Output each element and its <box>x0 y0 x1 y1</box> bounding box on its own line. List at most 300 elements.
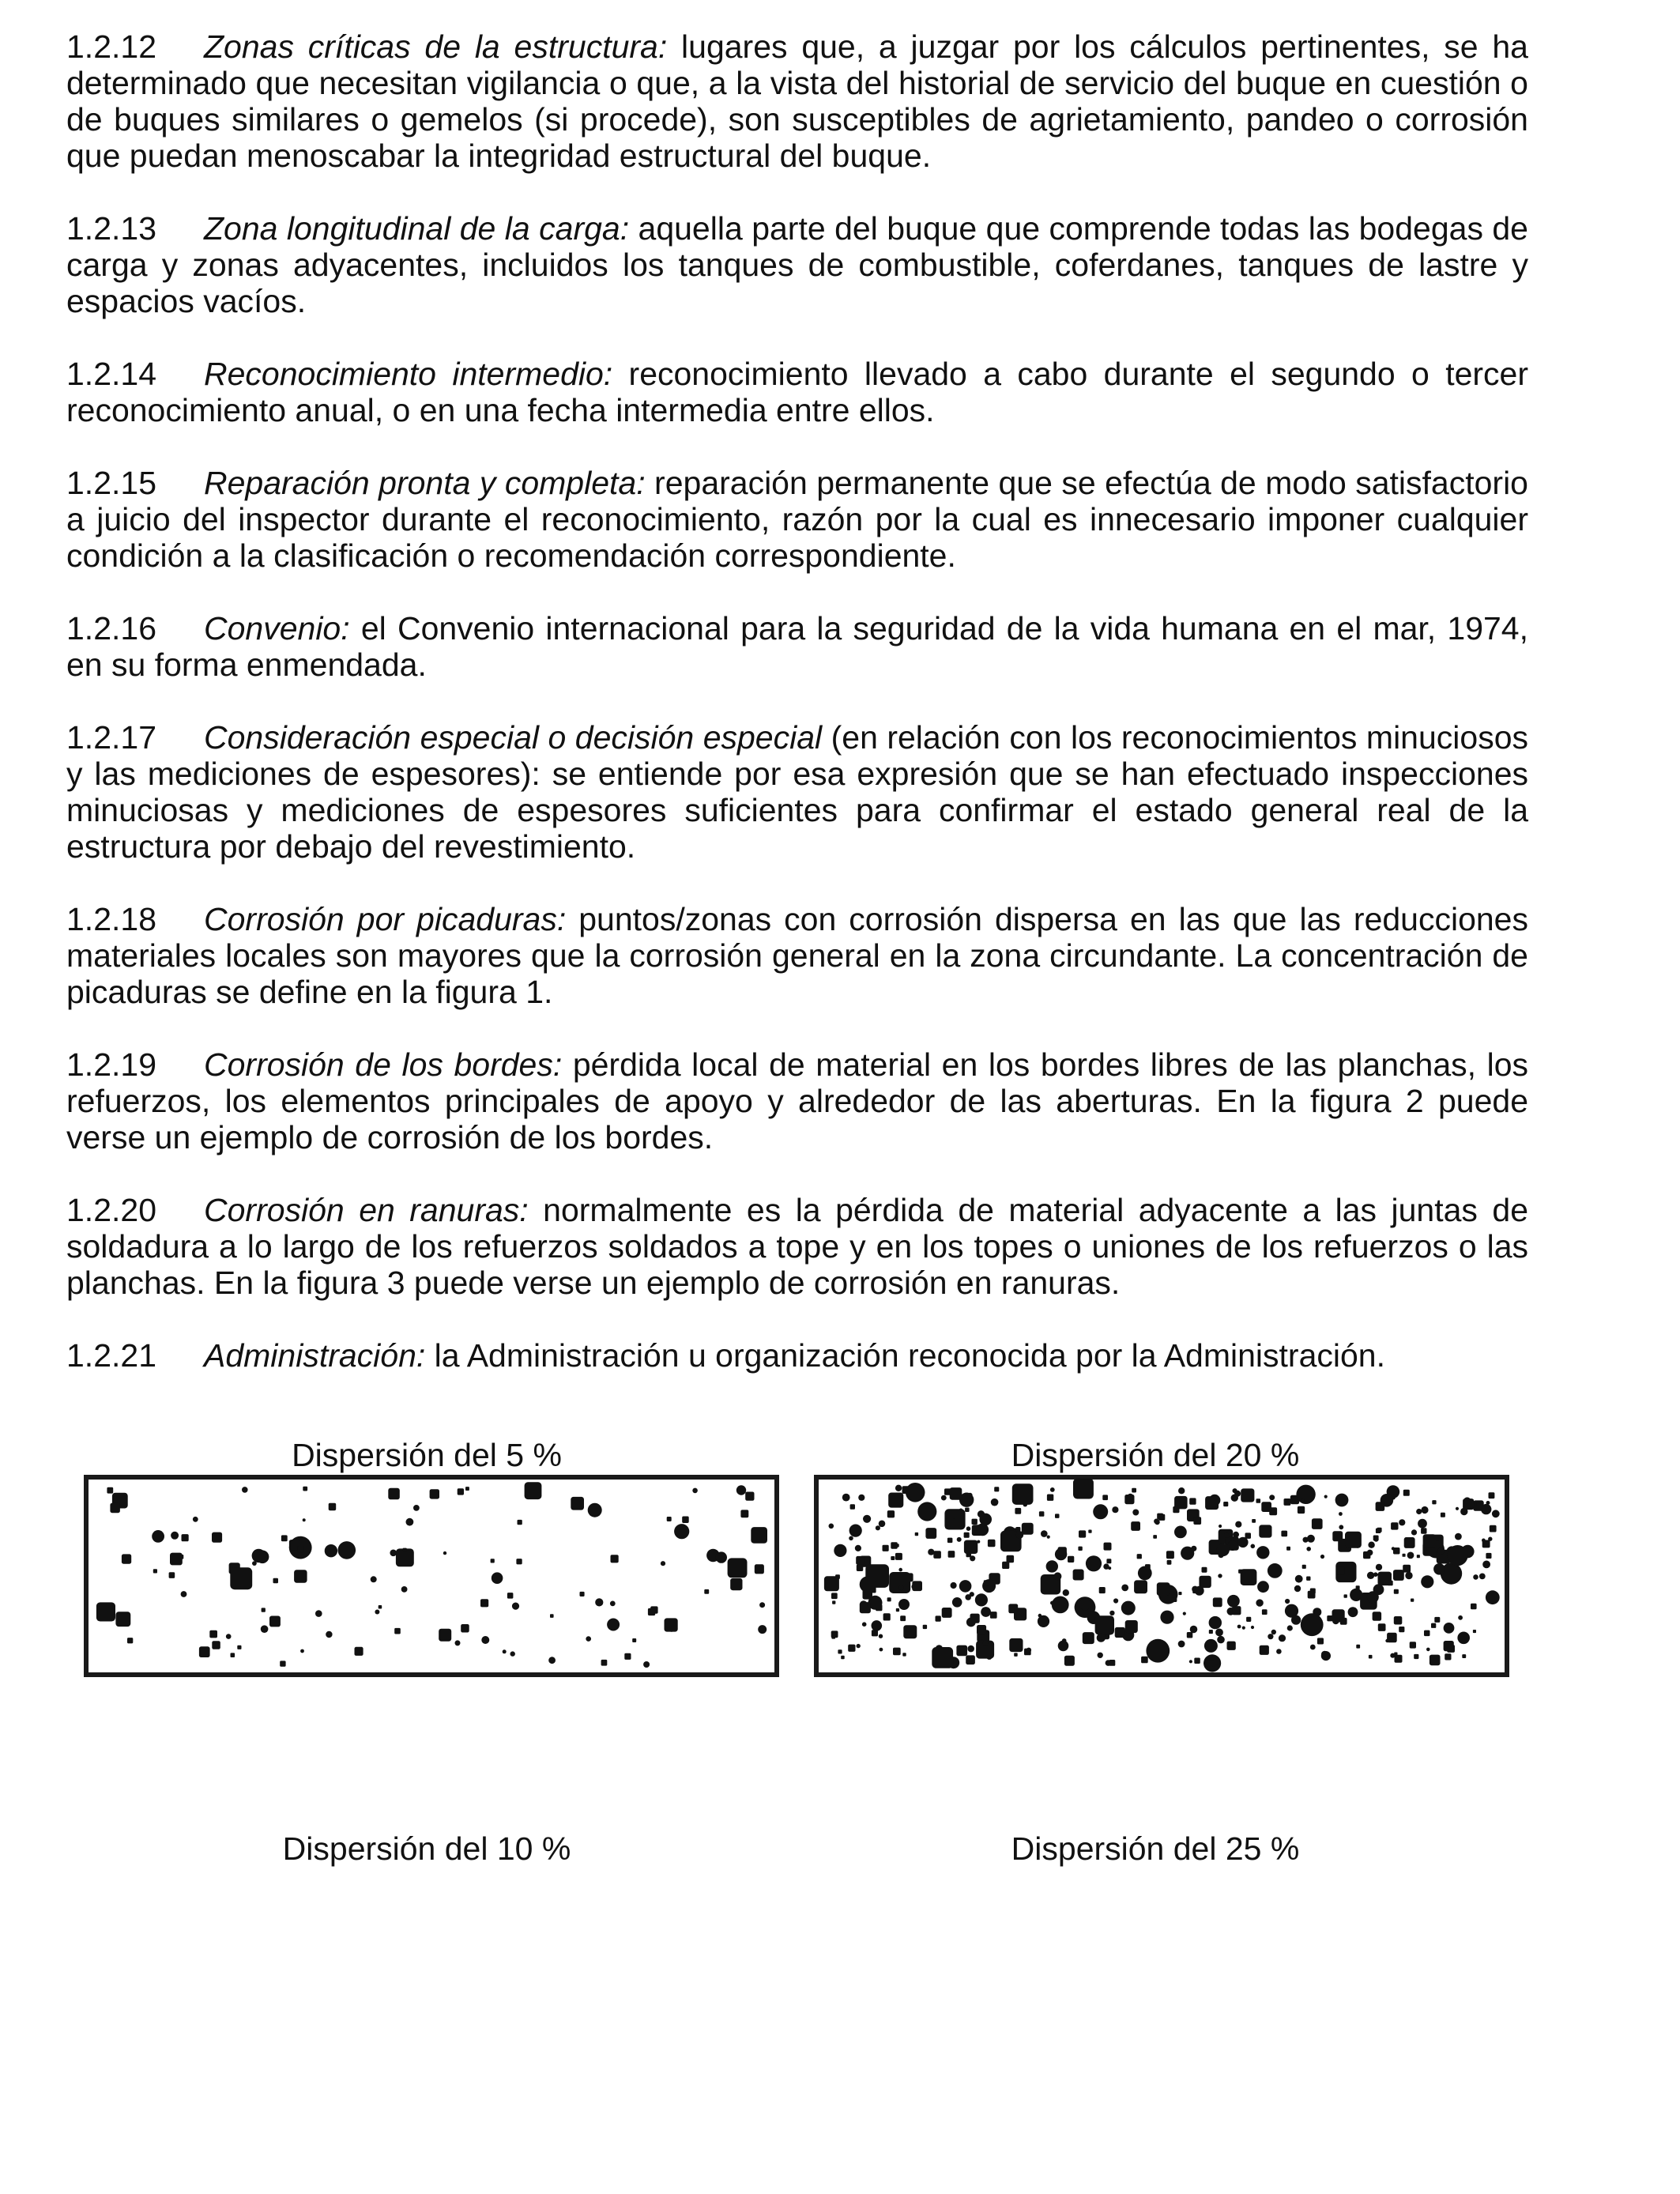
pit-mark <box>1202 1567 1207 1573</box>
pit-mark <box>1050 1487 1055 1492</box>
pit-mark <box>303 1487 307 1491</box>
pit-mark <box>1339 1525 1343 1529</box>
pit-mark <box>1268 1563 1283 1578</box>
pit-mark <box>127 1638 133 1643</box>
pit-mark <box>1345 1532 1362 1548</box>
pit-mark <box>209 1630 217 1638</box>
pit-mark <box>1256 1546 1269 1559</box>
pit-mark <box>1308 1591 1316 1599</box>
pit-mark <box>1242 1627 1245 1630</box>
pit-mark <box>824 1576 839 1591</box>
pit-mark <box>990 1612 997 1619</box>
pit-mark <box>1137 1554 1142 1559</box>
pit-mark <box>122 1554 131 1563</box>
pit-mark <box>1404 1537 1415 1548</box>
pit-mark <box>896 1608 899 1612</box>
pit-mark <box>1416 1509 1422 1514</box>
pit-mark <box>1088 1530 1091 1533</box>
pit-mark <box>925 1528 936 1539</box>
pit-mark <box>481 1636 489 1644</box>
pit-mark <box>242 1487 248 1493</box>
pit-mark <box>1181 1547 1194 1560</box>
pit-mark <box>281 1535 288 1541</box>
pit-mark <box>880 1648 883 1652</box>
pit-mark <box>110 1503 120 1514</box>
pit-mark <box>1489 1492 1495 1498</box>
pit-mark <box>1276 1649 1282 1654</box>
pit-mark <box>1268 1634 1273 1639</box>
pit-mark <box>1015 1508 1021 1514</box>
pit-mark <box>107 1487 113 1494</box>
pit-mark <box>863 1515 871 1523</box>
pit-mark <box>1163 1613 1170 1619</box>
pit-mark <box>1093 1504 1108 1519</box>
pit-mark <box>1473 1630 1476 1633</box>
pit-mark <box>1458 1615 1463 1620</box>
pit-mark <box>895 1553 902 1560</box>
pit-mark <box>1021 1613 1025 1617</box>
pit-mark <box>406 1518 414 1526</box>
pit-mark <box>516 1559 522 1564</box>
pit-mark <box>1430 1655 1441 1666</box>
pit-mark <box>1256 1599 1263 1606</box>
pit-mark <box>951 1582 957 1589</box>
pit-mark <box>1340 1618 1347 1625</box>
pit-mark <box>1394 1653 1397 1656</box>
pit-mark <box>1301 1613 1324 1636</box>
pit-mark <box>923 1625 927 1629</box>
pit-mark <box>1399 1627 1404 1632</box>
pit-mark <box>942 1608 952 1618</box>
pit-mark <box>858 1495 864 1501</box>
pit-mark <box>1307 1535 1315 1543</box>
pit-mark <box>1368 1542 1374 1548</box>
pit-mark <box>970 1614 980 1623</box>
pit-mark <box>1348 1607 1358 1617</box>
pit-mark <box>458 1488 464 1495</box>
pit-mark <box>941 1495 947 1501</box>
definition-text: pérdida local de material en los bordes libres de las planchas, los refuerzos, los elementos principales de apoyo y alrededor de las aberturas. En la figura 2 puede verse un ejemplo de corrosión de los bordes. <box>66 1046 1528 1155</box>
pit-mark <box>1097 1634 1106 1642</box>
pit-mark <box>898 1599 910 1610</box>
definition-1-2-21 <box>66 1337 1528 1374</box>
pit-mark <box>326 1631 332 1638</box>
pit-mark <box>1225 1533 1230 1538</box>
pit-mark <box>1377 1528 1382 1532</box>
pit-mark <box>648 1608 655 1615</box>
pit-mark <box>455 1640 461 1646</box>
pit-mark <box>548 1657 556 1664</box>
pit-mark <box>1098 1653 1103 1658</box>
pit-mark <box>1302 1565 1306 1569</box>
pit-mark <box>1373 1536 1379 1541</box>
pit-mark <box>850 1504 855 1509</box>
pit-mark <box>510 1651 515 1656</box>
pit-mark <box>891 1556 895 1560</box>
pit-mark <box>1356 1585 1360 1589</box>
pit-mark <box>1227 1642 1236 1650</box>
pit-mark <box>1486 1553 1491 1559</box>
pit-mark <box>1486 1501 1490 1505</box>
pit-mark <box>1141 1657 1148 1664</box>
pit-mark <box>1068 1556 1074 1563</box>
pit-mark <box>970 1592 974 1596</box>
pit-mark <box>1241 1488 1254 1502</box>
pit-mark <box>439 1629 451 1642</box>
pit-mark <box>1492 1510 1500 1517</box>
definition-1-2-14 <box>66 356 1528 428</box>
pit-mark <box>842 1494 850 1502</box>
definition-number: 1.2.16 <box>66 610 156 647</box>
pit-mark <box>1215 1629 1223 1637</box>
pit-mark <box>1269 1495 1275 1500</box>
pit-mark <box>375 1610 379 1615</box>
pit-mark <box>975 1593 988 1606</box>
pit-mark <box>1083 1632 1094 1644</box>
pit-mark <box>1421 1506 1428 1514</box>
pit-mark <box>1391 1522 1398 1529</box>
pit-mark <box>898 1568 902 1572</box>
pit-mark <box>994 1487 999 1491</box>
pit-mark <box>643 1661 650 1668</box>
definition-term: Administración: <box>204 1337 426 1374</box>
pit-mark <box>1301 1498 1305 1502</box>
pit-mark <box>667 1517 672 1521</box>
definition-1-2-12 <box>66 28 1528 174</box>
pit-mark <box>1199 1576 1211 1588</box>
pit-mark <box>230 1567 252 1589</box>
pit-mark <box>1473 1574 1478 1580</box>
definition-1-2-17 <box>66 719 1528 865</box>
pit-mark <box>1146 1639 1170 1663</box>
pit-mark <box>1194 1658 1200 1664</box>
pit-mark <box>1456 1507 1459 1510</box>
pit-mark <box>1421 1528 1426 1533</box>
pit-mark <box>1099 1587 1106 1593</box>
pit-mark <box>480 1599 488 1607</box>
pit-mark <box>1227 1595 1240 1608</box>
definition-text: reparación permanente que se efectúa de modo satisfactorio a juicio del inspector durante el reconocimiento, razón por la cual es innecesario imponer cualquier condición a la clasificación o recomendación correspondiente. <box>66 465 1528 574</box>
pit-mark <box>1403 1554 1406 1557</box>
pit-mark <box>1219 1525 1222 1528</box>
pit-mark <box>1209 1616 1222 1629</box>
definition-1-2-13 <box>66 210 1528 319</box>
pit-mark <box>952 1597 962 1608</box>
pit-mark <box>1241 1569 1257 1585</box>
pit-mark <box>1418 1519 1427 1529</box>
pit-mark <box>1425 1580 1431 1586</box>
pit-mark <box>936 1615 941 1621</box>
pit-mark <box>1444 1641 1454 1651</box>
pit-mark <box>1490 1525 1497 1532</box>
pit-mark <box>1455 1533 1462 1540</box>
pit-mark <box>1441 1513 1445 1517</box>
definition-1-2-18 <box>66 901 1528 1010</box>
pit-mark <box>1434 1617 1440 1623</box>
pit-mark <box>1026 1648 1031 1653</box>
pit-mark <box>1237 1625 1241 1629</box>
pit-mark <box>1173 1506 1179 1513</box>
definition-term: Zona longitudinal de la carga: <box>204 210 630 247</box>
pit-mark <box>1251 1626 1254 1629</box>
pit-mark <box>1457 1632 1470 1645</box>
definition-text: (en relación con los reconocimientos minuciosos y las mediciones de espesores): se entiende por esa expresión que se han efectuado inspecciones minuciosas y mediciones de espesores suficientes para confirmar el estado general real de la estructura por debajo del revestimiento. <box>66 719 1528 865</box>
pit-mark <box>887 1597 891 1601</box>
pit-mark <box>1195 1586 1204 1596</box>
pit-mark <box>1447 1545 1467 1566</box>
pit-mark <box>1015 1531 1023 1539</box>
pit-mark <box>1423 1534 1436 1547</box>
pit-mark <box>1344 1594 1347 1597</box>
pit-mark <box>1204 1639 1218 1653</box>
pit-mark <box>889 1572 910 1593</box>
pit-mark <box>879 1634 883 1638</box>
pit-mark <box>988 1540 996 1547</box>
pit-mark <box>1014 1608 1026 1620</box>
pit-mark <box>1373 1572 1378 1577</box>
pit-mark <box>1444 1623 1455 1634</box>
pit-mark <box>1426 1648 1430 1652</box>
pit-mark <box>1286 1547 1290 1551</box>
pit-mark <box>300 1649 304 1653</box>
definition-number: 1.2.15 <box>66 465 156 501</box>
pit-mark <box>966 1526 971 1531</box>
figure-caption-dispersion-25: Dispersión del 25 % <box>1011 1830 1300 1867</box>
definition-term: Corrosión por picaduras: <box>204 901 567 937</box>
pit-mark <box>325 1544 337 1557</box>
pit-mark <box>984 1580 989 1585</box>
pit-mark <box>736 1485 746 1495</box>
definition-text: aquella parte del buque que comprende todas las bodegas de carga y zonas adyacentes, incluidos los tanques de combustible, coferdanes, tanques de lastre y espacios vacíos. <box>66 210 1528 319</box>
pit-mark <box>1321 1651 1328 1658</box>
pit-mark <box>1477 1502 1481 1506</box>
panel-frame <box>86 1477 777 1675</box>
definition-text: lugares que, a juzgar por los cálculos pertinentes, se ha determinado que necesitan vigilancia o que, a la vista del historial de servicio del buque en cuestión o de buques similares o gemelos (si procede), son susceptibles de agrietamiento, pandeo o corrosión que puedan menoscabar la integridad estructural del buque. <box>66 28 1528 174</box>
pit-mark <box>1145 1564 1151 1570</box>
pit-mark <box>169 1572 175 1578</box>
pit-mark <box>1047 1536 1050 1539</box>
definition-text: la Administración u organización reconocida por la Administración. <box>425 1337 1385 1374</box>
pit-mark <box>262 1608 266 1612</box>
pit-mark <box>1073 1479 1094 1499</box>
pit-mark <box>580 1592 585 1596</box>
pit-mark <box>849 1536 853 1541</box>
pit-mark <box>1174 1526 1187 1539</box>
pit-mark <box>1245 1532 1252 1539</box>
pit-mark <box>1336 1566 1345 1575</box>
pit-mark <box>315 1610 322 1617</box>
pit-mark <box>964 1532 970 1538</box>
pit-mark <box>831 1635 835 1639</box>
pit-mark <box>611 1555 619 1563</box>
pit-mark <box>1189 1660 1192 1663</box>
pit-mark <box>759 1602 765 1608</box>
pit-mark <box>965 1508 970 1513</box>
pit-mark <box>1394 1616 1403 1625</box>
pit-mark <box>855 1545 861 1551</box>
pit-mark <box>876 1604 882 1611</box>
pit-mark <box>193 1517 198 1522</box>
pit-mark <box>1055 1514 1060 1518</box>
pit-mark <box>182 1534 189 1541</box>
pit-mark <box>1134 1580 1147 1593</box>
pit-mark <box>273 1578 279 1584</box>
pit-mark <box>601 1660 608 1666</box>
pit-mark <box>1287 1625 1293 1630</box>
pit-mark <box>1405 1572 1412 1579</box>
pit-mark <box>1376 1564 1382 1570</box>
pit-mark <box>1058 1547 1067 1555</box>
pit-mark <box>1157 1514 1163 1520</box>
pit-mark <box>1078 1547 1082 1551</box>
pit-mark <box>831 1593 838 1599</box>
definition-term: Convenio: <box>204 610 350 647</box>
pit-mark <box>1064 1656 1075 1666</box>
pit-mark <box>1178 1641 1185 1648</box>
pit-mark <box>1213 1597 1222 1607</box>
pit-mark <box>755 1564 764 1574</box>
pitting-dispersion-20-figure <box>814 1475 1509 1677</box>
pit-mark <box>1079 1599 1091 1611</box>
pit-mark <box>1433 1563 1445 1575</box>
pit-mark <box>1050 1601 1054 1605</box>
pit-mark <box>834 1544 846 1557</box>
pit-mark <box>1411 1529 1417 1535</box>
pit-mark <box>879 1521 886 1528</box>
pit-mark <box>948 1551 955 1558</box>
pit-mark <box>1431 1623 1436 1628</box>
pit-mark <box>682 1517 689 1524</box>
pit-mark <box>704 1589 709 1594</box>
pit-mark <box>413 1505 420 1511</box>
pit-mark <box>1039 1511 1045 1517</box>
pit-mark <box>1232 1606 1241 1615</box>
pit-mark <box>1262 1609 1268 1615</box>
pit-mark <box>1086 1555 1102 1571</box>
pit-mark <box>1121 1601 1136 1615</box>
pit-mark <box>860 1600 868 1608</box>
pit-mark <box>379 1605 382 1609</box>
pit-mark <box>1252 1519 1256 1523</box>
pit-mark <box>632 1638 636 1642</box>
pit-mark <box>624 1653 631 1660</box>
pit-mark <box>1356 1645 1360 1649</box>
pit-mark <box>371 1576 377 1582</box>
pit-mark <box>1335 1494 1349 1507</box>
pit-mark <box>1095 1615 1114 1634</box>
pit-mark <box>933 1551 941 1559</box>
pit-mark <box>1189 1498 1196 1504</box>
pit-mark <box>716 1551 727 1563</box>
pit-mark <box>1217 1544 1230 1556</box>
pit-mark <box>661 1561 665 1566</box>
pit-mark <box>1486 1590 1500 1604</box>
pit-mark <box>1207 1661 1211 1666</box>
pit-mark <box>237 1646 241 1649</box>
pit-mark <box>199 1646 210 1657</box>
pit-mark <box>1445 1653 1451 1660</box>
pit-mark <box>967 1646 974 1653</box>
definition-number: 1.2.20 <box>66 1192 156 1228</box>
pit-mark <box>461 1624 469 1633</box>
pit-mark <box>964 1540 977 1554</box>
pit-mark <box>1369 1655 1373 1659</box>
pit-mark <box>1193 1517 1201 1525</box>
pit-mark <box>674 1524 689 1539</box>
pit-mark <box>944 1488 951 1495</box>
pit-mark <box>1432 1500 1436 1504</box>
pit-mark <box>1079 1530 1086 1537</box>
pit-mark <box>1320 1555 1324 1559</box>
pit-mark <box>1190 1626 1198 1634</box>
pit-mark <box>1392 1547 1395 1550</box>
pit-mark <box>1218 1574 1222 1578</box>
definition-text: puntos/zonas con corrosión dispersa en las que las reducciones materiales locales son mayores que la corrosión general en la zona circundante. La concentración de picaduras se define en la figura 1. <box>66 901 1528 1010</box>
pit-mark <box>181 1591 187 1597</box>
pit-mark <box>491 1559 495 1563</box>
pit-mark <box>849 1525 862 1537</box>
pit-mark <box>932 1647 953 1668</box>
pit-mark <box>829 1524 834 1529</box>
pit-mark <box>1102 1495 1108 1500</box>
pit-mark <box>1128 1494 1134 1500</box>
pit-mark <box>297 1546 303 1552</box>
pit-mark <box>857 1565 864 1572</box>
pit-mark <box>1166 1551 1174 1559</box>
pit-mark <box>945 1519 955 1529</box>
pit-mark <box>745 1492 754 1501</box>
pitting-dispersion-5-figure <box>84 1475 779 1677</box>
pit-mark <box>692 1488 698 1494</box>
pit-mark <box>1041 1530 1048 1537</box>
pit-mark <box>903 1625 917 1638</box>
pit-mark <box>887 1510 895 1517</box>
pit-mark <box>1399 1519 1405 1525</box>
pit-mark <box>895 1485 902 1491</box>
definition-number: 1.2.12 <box>66 28 156 65</box>
pit-mark <box>401 1586 408 1593</box>
pit-mark <box>1393 1570 1404 1581</box>
pit-mark <box>857 1644 861 1648</box>
pit-mark <box>1403 1490 1410 1496</box>
definition-text: reconocimiento llevado a cabo durante el segundo o tercer reconocimiento anual, o en una fecha intermedia entre ellos. <box>66 356 1528 428</box>
pit-mark <box>838 1649 842 1653</box>
definition-number: 1.2.18 <box>66 901 156 937</box>
pit-mark <box>525 1482 542 1499</box>
pit-mark <box>1073 1570 1084 1581</box>
pit-mark <box>503 1649 507 1653</box>
pit-mark <box>1260 1646 1269 1655</box>
pit-mark <box>751 1527 767 1544</box>
pit-mark <box>1009 1638 1023 1652</box>
pit-mark <box>1291 1615 1301 1625</box>
pit-mark <box>928 1549 934 1555</box>
pit-mark <box>1012 1483 1034 1505</box>
pit-mark <box>1153 1535 1157 1539</box>
pit-mark <box>212 1532 222 1543</box>
pit-mark <box>730 1578 742 1590</box>
pit-mark <box>1125 1620 1138 1633</box>
pit-mark <box>1462 1654 1466 1658</box>
pit-mark <box>1414 1654 1418 1659</box>
pit-mark <box>1479 1574 1486 1580</box>
definition-1-2-19 <box>66 1046 1528 1155</box>
figure-caption-dispersion-10: Dispersión del 10 % <box>282 1830 571 1867</box>
pit-mark <box>856 1556 864 1565</box>
definition-number: 1.2.17 <box>66 719 156 756</box>
pit-mark <box>1132 1488 1136 1493</box>
pit-mark <box>981 1607 991 1617</box>
